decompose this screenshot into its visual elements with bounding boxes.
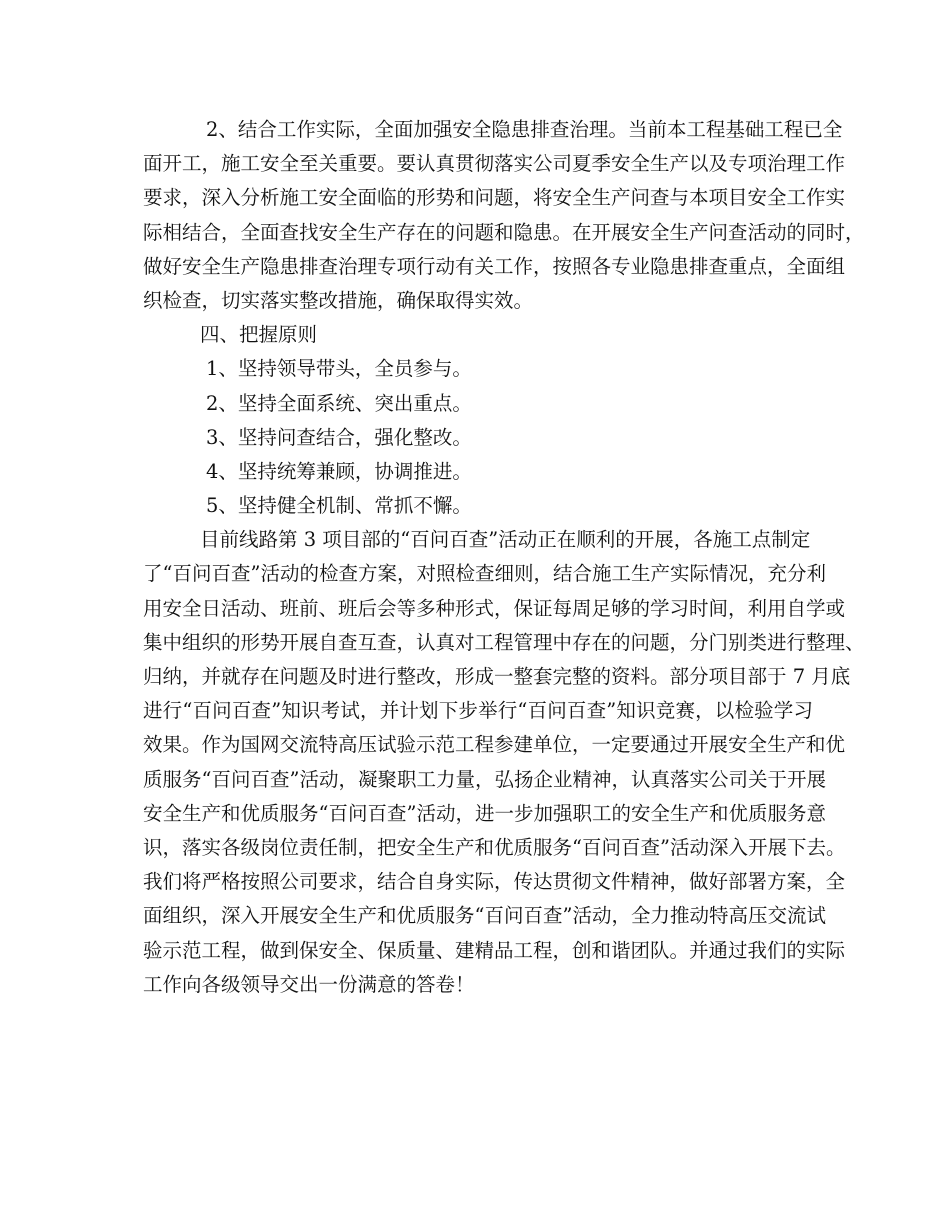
text-line: 面开工，施工安全至关重要。要认真贯彻落实公司夏季安全生产以及专项治理工作 — [143, 152, 846, 176]
text-line: 集中组织的形势开展自查互查，认真对工程管理中存在的问题，分门别类进行整理、 — [143, 630, 865, 654]
text-line: 进行“百问百查”知识考试，并计划下步举行“百问百查”知识竞赛，以检验学习 — [143, 699, 813, 723]
document-body — [143, 113, 865, 1002]
text-line: 织检查，切实落实整改措施，确保取得实效。 — [143, 288, 534, 312]
list-item: 5、坚持健全机制、常抓不懈。 — [206, 494, 472, 518]
text-line: 识，落实各级岗位责任制，把安全生产和优质服务“百问百查”活动深入开展下去。 — [143, 835, 846, 859]
list-item: 4、坚持统筹兼顾，协调推进。 — [206, 459, 472, 483]
section-heading: 四、把握原则 — [200, 323, 318, 347]
text-line: 用安全日活动、班前、班后会等多种形式，保证每周足够的学习时间，利用自学或 — [143, 596, 846, 620]
text-line: 工作向各级领导交出一份满意的答卷！ — [143, 972, 475, 996]
text-line: 归纳，并就存在问题及时进行整改，形成一整套完整的资料。部分项目部于 7 月底 — [143, 665, 851, 688]
text-line: 我们将严格按照公司要求，结合自身实际，传达贯彻文件精神，做好部署方案，全 — [143, 870, 846, 894]
paragraph-activity-progress — [143, 523, 865, 1002]
text-line: 面组织，深入开展安全生产和优质服务“百问百查”活动，全力推动特高压交流试 — [143, 904, 826, 928]
text-line: 做好安全生产隐患排查治理专项行动有关工作，按照各专业隐患排查重点，全面组 — [143, 254, 846, 278]
text-line: 安全生产和优质服务“百问百查”活动，进一步加强职工的安全生产和优质服务意 — [143, 801, 826, 825]
text-line: 要求，深入分析施工安全面临的形势和问题，将安全生产问查与本项目安全工作实 — [143, 186, 846, 210]
list-item: 3、坚持问查结合，强化整改。 — [206, 425, 472, 449]
paragraph-hazard-investigation — [143, 113, 865, 318]
text-line: 目前线路第 3 项目部的“百问百查”活动正在顺利的开展，各施工点制定 — [200, 528, 811, 552]
list-item: 2、坚持全面系统、突出重点。 — [206, 391, 472, 415]
text-line: 验示范工程，做到保安全、保质量、建精品工程，创和谐团队。并通过我们的实际 — [143, 938, 846, 962]
text-line: 质服务“百问百查”活动，凝聚职工力量，弘扬企业精神，认真落实公司关于开展 — [143, 767, 826, 791]
list-item: 1、坚持领导带头，全员参与。 — [206, 357, 472, 381]
text-line: 2、结合工作实际，全面加强安全隐患排查治理。当前本工程基础工程已全 — [206, 118, 843, 141]
text-line: 了“百问百查”活动的检查方案，对照检查细则，结合施工生产实际情况，充分利 — [143, 562, 826, 586]
text-line: 效果。作为国网交流特高压试验示范工程参建单位，一定要通过开展安全生产和优 — [143, 733, 846, 757]
principles-list — [143, 352, 813, 523]
text-line: 际相结合，全面查找安全生产存在的问题和隐患。在开展安全生产问查活动的同时， — [143, 220, 865, 244]
